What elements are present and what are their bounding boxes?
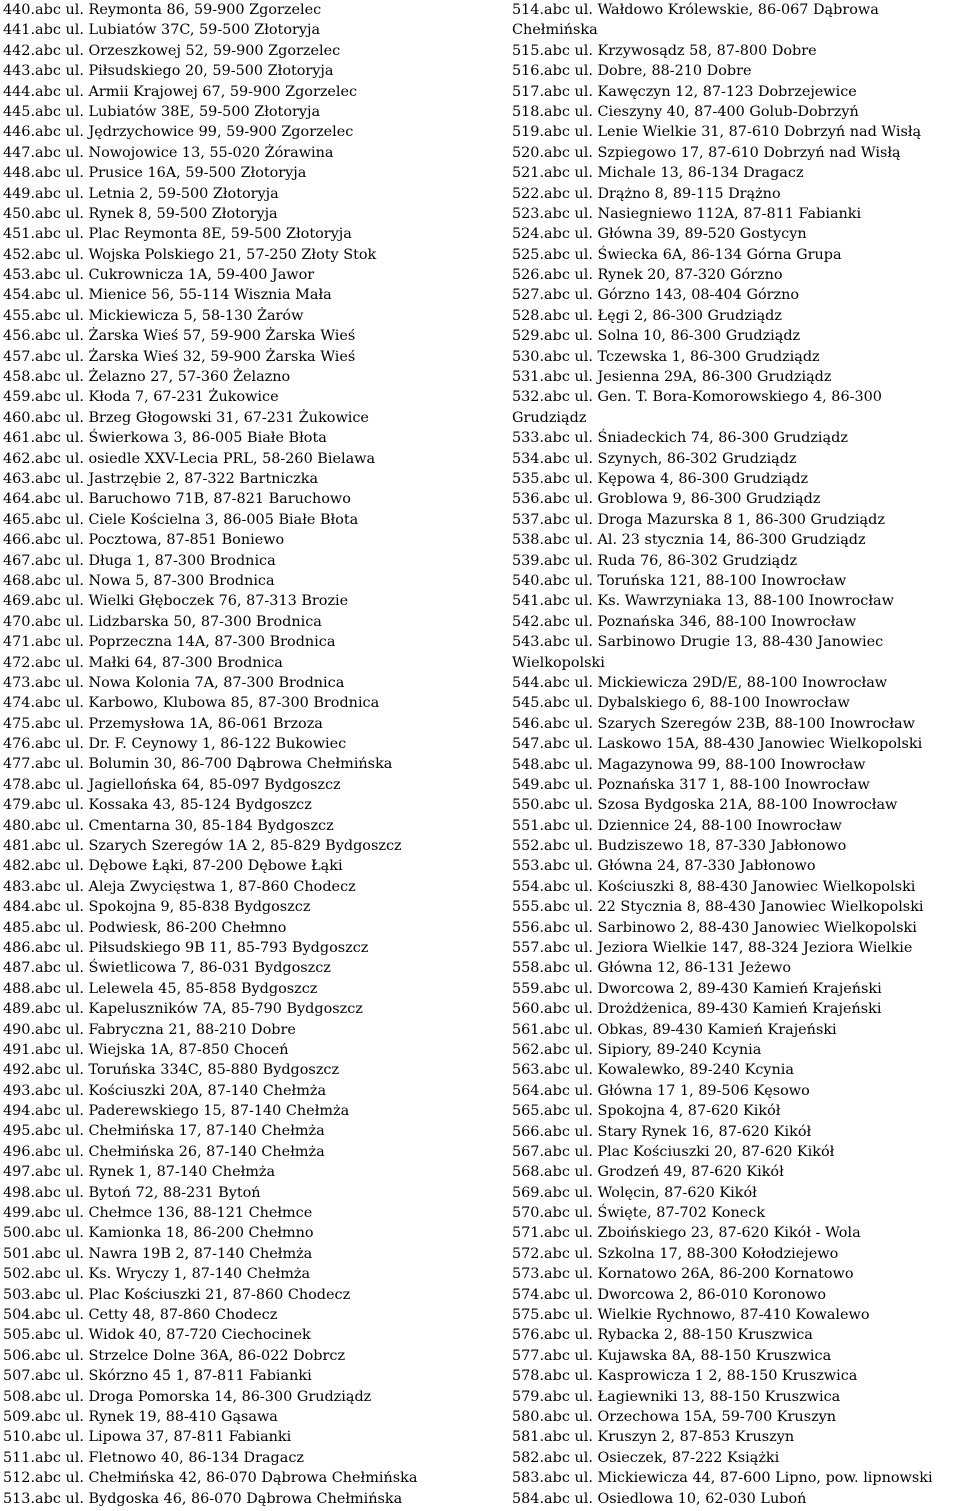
address-entry: 580.abc ul. Orzechowa 15A, 59-700 Kruszyn [512,1409,837,1425]
address-entry: 442.abc ul. Orzeszkowej 52, 59-900 Zgorzelec [3,42,341,59]
address-entry: 557.abc ul. Jeziora Wielkie 147, 88-324 Jeziora Wielkie [512,940,913,957]
address-entry: 536.abc ul. Groblowa 9, 86-300 Grudziądz [512,491,821,508]
address-entry: 575.abc ul. Wielkie Rychnowo, 87-410 Kowalewo [512,1307,870,1324]
address-entry: 452.abc ul. Wojska Polskiego 21, 57-250 Złoty Stok [3,246,377,263]
address-entry: 463.abc ul. Jastrzębie 2, 87-322 Bartniczka [3,470,319,487]
address-entry: 579.abc ul. Łagiewniki 13, 88-150 Kruszwica [512,1388,841,1405]
address-entry: 465.abc ul. Ciele Kościelna 3, 86-005 Białe Błota [3,511,359,528]
address-entry: 495.abc ul. Chełmińska 17, 87-140 Chełmża [3,1123,325,1140]
address-entry: 517.abc ul. Kawęczyn 12, 87-123 Dobrzejewice [512,83,857,100]
address-entry: 476.abc ul. Dr. F. Ceynowy 1, 86-122 Bukowiec [3,736,347,753]
address-entry: 450.abc ul. Rynek 8, 59-500 Złotoryja [3,205,278,222]
address-entry: 533.abc ul. Śniadeckich 74, 86-300 Grudziądz [512,430,848,447]
address-entry: 474.abc ul. Karbowo, Klubowa 85, 87-300 Brodnica [3,695,380,712]
address-entry: 478.abc ul. Jagiellońska 64, 85-097 Bydgoszcz [3,776,341,793]
address-entry: 529.abc ul. Solna 10, 86-300 Grudziądz [512,328,801,345]
address-entry: 460.abc ul. Brzeg Głogowski 31, 67-231 Żukowice [3,409,369,426]
address-entry: 576.abc ul. Rybacka 2, 88-150 Kruszwica [512,1327,813,1344]
address-entry: 485.abc ul. Podwiesk, 86-200 Chełmno [3,919,287,936]
address-entry: 519.abc ul. Lenie Wielkie 31, 87-610 Dobrzyń nad Wisłą [512,124,922,141]
address-entry: 504.abc ul. Cetty 48, 87-860 Chodecz [3,1307,278,1323]
address-entry: 570.abc ul. Święte, 87-702 Koneck [512,1205,766,1222]
address-entry: 455.abc ul. Mickiewicza 5, 58-130 Żarów [3,307,304,324]
address-entry: 523.abc ul. Nasiegniewo 112A, 87-811 Fabianki [512,205,862,222]
address-entry: 445.abc ul. Lubiatów 38E, 59-500 Złotoryja [3,103,321,120]
address-entry: 571.abc ul. Zboińskiego 23, 87-620 Kikół - Wola [512,1225,861,1242]
address-entry: 547.abc ul. Laskowo 15A, 88-430 Janowiec Wielkopolski [512,736,923,753]
address-entry: 578.abc ul. Kasprowicza 1 2, 88-150 Kruszwica [512,1368,858,1385]
address-entry: 482.abc ul. Dębowe Łąki, 87-200 Dębowe Łąki [3,858,343,875]
address-entry: 582.abc ul. Osieczek, 87-222 Książki [512,1449,780,1466]
address-entry: 496.abc ul. Chełmińska 26, 87-140 Chełmża [3,1143,325,1160]
address-entry: 558.abc ul. Główna 12, 86-131 Jeżewo [512,960,792,977]
address-entry: 470.abc ul. Lidzbarska 50, 87-300 Brodnica [3,613,322,630]
address-entry: 556.abc ul. Sarbinowo 2, 88-430 Janowiec Wielkopolski [512,919,917,936]
address-entry: 518.abc ul. Cieszyny 40, 87-400 Golub-Dobrzyń [512,103,859,120]
address-entry: 548.abc ul. Magazynowa 99, 88-100 Inowrocław [512,756,866,773]
address-entry: 522.abc ul. Drążno 8, 89-115 Drążno [512,185,781,202]
address-entry: 543.abc ul. Sarbinowo Drugie 13, 88-430 Janowiec Wielkopolski [512,634,884,671]
address-entry: 573.abc ul. Kornatowo 26A, 86-200 Kornatowo [512,1266,854,1283]
address-entry: 535.abc ul. Kępowa 4, 86-300 Grudziądz [512,471,809,488]
address-entry: 499.abc ul. Chełmce 136, 88-121 Chełmce [3,1205,313,1222]
address-entry: 489.abc ul. Kapeluszników 7A, 85-790 Bydgoszcz [3,1001,363,1018]
address-entry: 563.abc ul. Kowalewko, 89-240 Kcynia [512,1062,794,1079]
address-entry: 443.abc ul. Piłsudskiego 20, 59-500 Złotoryja [3,63,334,80]
address-entry: 564.abc ul. Główna 17 1, 89-506 Kęsowo [512,1082,810,1099]
address-entry: 490.abc ul. Fabryczna 21, 88-210 Dobre [3,1021,296,1038]
address-entry: 546.abc ul. Szarych Szeregów 23B, 88-100 Inowrocław [512,715,915,732]
address-entry: 507.abc ul. Skórzno 45 1, 87-811 Fabianki [3,1368,312,1385]
address-entry: 468.abc ul. Nowa 5, 87-300 Brodnica [3,572,275,589]
address-entry: 453.abc ul. Cukrownicza 1A, 59-400 Jawor [3,267,315,284]
address-entry: 541.abc ul. Ks. Wawrzyniaka 13, 88-100 Inowrocław [512,593,894,610]
address-entry: 531.abc ul. Jesienna 29A, 86-300 Grudziądz [512,369,832,386]
address-entry: 491.abc ul. Wiejska 1A, 87-850 Choceń [3,1041,289,1058]
address-entry: 464.abc ul. Baruchowo 71B, 87-821 Baruchowo [3,491,351,508]
address-entry: 440.abc ul. Reymonta 86, 59-900 Zgorzelec [3,2,322,18]
address-entry: 459.abc ul. Kłoda 7, 67-231 Żukowice [3,389,279,406]
address-entry: 461.abc ul. Świerkowa 3, 86-005 Białe Błota [3,430,327,447]
address-entry: 545.abc ul. Dybalskiego 6, 88-100 Inowrocław [512,695,850,712]
address-entry: 451.abc ul. Plac Reymonta 8E, 59-500 Złotoryja [3,226,352,243]
address-entry: 537.abc ul. Droga Mazurska 8 1, 86-300 Grudziądz [512,511,885,528]
address-entry: 550.abc ul. Szosa Bydgoska 21A, 88-100 Inowrocław [512,797,898,814]
address-entry: 457.abc ul. Żarska Wieś 32, 59-900 Żarska Wieś [3,348,356,365]
address-entry: 554.abc ul. Kościuszki 8, 88-430 Janowiec Wielkopolski [512,878,916,895]
address-entry: 497.abc ul. Rynek 1, 87-140 Chełmża [3,1164,276,1181]
address-entry: 562.abc ul. Sipiory, 89-240 Kcynia [512,1041,762,1058]
address-entry: 509.abc ul. Rynek 19, 88-410 Gąsawa [3,1408,278,1425]
address-entry: 539.abc ul. Ruda 76, 86-302 Grudziądz [512,552,798,569]
address-entry: 505.abc ul. Widok 40, 87-720 Ciechocinek [3,1327,311,1344]
address-entry: 479.abc ul. Kossaka 43, 85-124 Bydgoszcz [3,797,312,814]
address-entry: 458.abc ul. Żelazno 27, 57-360 Żelazno [3,369,291,386]
address-entry: 487.abc ul. Świetlicowa 7, 86-031 Bydgoszcz [3,960,331,977]
address-entry: 467.abc ul. Długa 1, 87-300 Brodnica [3,552,276,569]
address-entry: 454.abc ul. Mienice 56, 55-114 Wisznia Mała [3,287,332,304]
address-entry: 483.abc ul. Aleja Zwycięstwa 1, 87-860 Chodecz [3,878,356,895]
address-entry: 524.abc ul. Główna 39, 89-520 Gostycyn [512,226,807,243]
address-entry: 521.abc ul. Michale 13, 86-134 Dragacz [512,165,804,182]
address-entry: 511.abc ul. Fletnowo 40, 86-134 Dragacz [3,1449,304,1466]
address-entry: 448.abc ul. Prusice 16A, 59-500 Złotoryja [3,165,307,182]
address-entry: 446.abc ul. Jędrzychowice 99, 59-900 Zgorzelec [3,124,354,141]
address-entry: 508.abc ul. Droga Pomorska 14, 86-300 Grudziądz [3,1388,372,1405]
address-entry: 526.abc ul. Rynek 20, 87-320 Górzno [512,267,783,284]
address-entry: 515.abc ul. Krzywosądz 58, 87-800 Dobre [512,42,817,59]
address-entry: 501.abc ul. Nawra 19B 2, 87-140 Chełmża [3,1245,313,1262]
address-entry: 498.abc ul. Bytoń 72, 88-231 Bytoń [3,1184,261,1201]
address-entry: 569.abc ul. Wolęcin, 87-620 Kikół [512,1184,757,1201]
address-entry: 551.abc ul. Dziennice 24, 88-100 Inowrocław [512,817,842,834]
address-entry: 583.abc ul. Mickiewicza 44, 87-600 Lipno, pow. lipnowski [512,1470,933,1487]
address-entry: 471.abc ul. Poprzeczna 14A, 87-300 Brodnica [3,634,336,651]
address-entry: 486.abc ul. Piłsudskiego 9B 11, 85-793 Bydgoszcz [3,939,369,956]
address-entry: 513.abc ul. Bydgoska 46, 86-070 Dąbrowa Chełmińska [3,1490,403,1507]
address-entry: 565.abc ul. Spokojna 4, 87-620 Kikół [512,1103,781,1120]
address-entry: 477.abc ul. Bolumin 30, 86-700 Dąbrowa Chełmińska [3,756,393,773]
address-entry: 488.abc ul. Lelewela 45, 85-858 Bydgoszcz [3,980,318,997]
address-entry: 572.abc ul. Szkolna 17, 88-300 Kołodziejewo [512,1245,839,1262]
address-entry: 481.abc ul. Szarych Szeregów 1A 2, 85-829 Bydgoszcz [3,838,402,855]
address-entry: 484.abc ul. Spokojna 9, 85-838 Bydgoszcz [3,899,311,916]
left-address-column [3,0,503,1509]
address-entry: 584.abc ul. Osiedlowa 10, 62-030 Luboń [512,1490,807,1507]
address-entry: 492.abc ul. Toruńska 334C, 85-880 Bydgoszcz [3,1062,340,1079]
address-entry: 510.abc ul. Lipowa 37, 87-811 Fabianki [3,1429,292,1446]
address-entry: 561.abc ul. Obkas, 89-430 Kamień Krajeński [512,1021,837,1038]
address-entry: 480.abc ul. Cmentarna 30, 85-184 Bydgoszcz [3,817,334,834]
address-entry: 552.abc ul. Budziszewo 18, 87-330 Jabłonowo [512,838,847,855]
address-entry: 473.abc ul. Nowa Kolonia 7A, 87-300 Brodnica [3,674,345,691]
address-entry: 506.abc ul. Strzelce Dolne 36A, 86-022 Dobrcz [3,1347,346,1364]
address-entry: 447.abc ul. Nowojowice 13, 55-020 Żórawina [3,144,334,161]
address-entry: 444.abc ul. Armii Krajowej 67, 59-900 Zgorzelec [3,83,358,100]
address-entry: 449.abc ul. Letnia 2, 59-500 Złotoryja [3,185,279,202]
address-entry: 560.abc ul. Drożdżenica, 89-430 Kamień Krajeński [512,1001,882,1018]
right-address-column [512,0,958,1509]
address-entry: 566.abc ul. Stary Rynek 16, 87-620 Kikół [512,1123,812,1140]
address-entry: 544.abc ul. Mickiewicza 29D/E, 88-100 Inowrocław [512,674,888,691]
address-entry: 542.abc ul. Poznańska 346, 88-100 Inowrocław [512,613,857,630]
address-entry: 567.abc ul. Plac Kościuszki 20, 87-620 Kikół [512,1143,835,1160]
address-entry: 493.abc ul. Kościuszki 20A, 87-140 Chełmża [3,1082,327,1099]
address-entry: 469.abc ul. Wielki Głęboczek 76, 87-313 Brozie [3,593,349,610]
address-entry: 466.abc ul. Pocztowa, 87-851 Boniewo [3,532,285,549]
address-entry: 538.abc ul. Al. 23 stycznia 14, 86-300 Grudziądz [512,532,866,549]
address-entry: 555.abc ul. 22 Stycznia 8, 88-430 Janowiec Wielkopolski [512,899,924,916]
address-entry: 530.abc ul. Tczewska 1, 86-300 Grudziądz [512,348,820,365]
address-entry: 475.abc ul. Przemysłowa 1A, 86-061 Brzoza [3,715,323,732]
address-entry: 559.abc ul. Dworcowa 2, 89-430 Kamień Krajeński [512,980,882,997]
address-entry: 500.abc ul. Kamionka 18, 86-200 Chełmno [3,1225,314,1242]
address-entry: 581.abc ul. Kruszyn 2, 87-853 Kruszyn [512,1429,795,1446]
address-entry: 527.abc ul. Górzno 143, 08-404 Górzno [512,287,799,304]
address-entry: 574.abc ul. Dworcowa 2, 86-010 Koronowo [512,1286,827,1303]
address-entry: 512.abc ul. Chełmińska 42, 86-070 Dąbrowa Chełmińska [3,1470,418,1487]
address-entry: 441.abc ul. Lubiatów 37C, 59-500 Złotoryja [3,22,321,39]
address-entry: 503.abc ul. Plac Kościuszki 21, 87-860 Chodecz [3,1286,351,1303]
address-entry: 502.abc ul. Ks. Wryczy 1, 87-140 Chełmża [3,1266,311,1283]
address-entry: 494.abc ul. Paderewskiego 15, 87-140 Chełmża [3,1103,350,1120]
address-entry: 553.abc ul. Główna 24, 87-330 Jabłonowo [512,858,816,875]
address-entry: 472.abc ul. Małki 64, 87-300 Brodnica [3,654,283,671]
address-entry: 540.abc ul. Toruńska 121, 88-100 Inowrocław [512,572,847,589]
address-entry: 516.abc ul. Dobre, 88-210 Dobre [512,63,752,80]
address-entry: 514.abc ul. Wałdowo Królewskie, 86-067 Dąbrowa Chełmińska [512,2,879,39]
address-entry: 549.abc ul. Poznańska 317 1, 88-100 Inowrocław [512,776,870,793]
address-entry: 532.abc ul. Gen. T. Bora-Komorowskiego 4, 86-300 Grudziądz [512,389,882,426]
address-entry: 577.abc ul. Kujawska 8A, 88-150 Kruszwica [512,1347,832,1364]
address-entry: 534.abc ul. Szynych, 86-302 Grudziądz [512,450,797,467]
address-entry: 520.abc ul. Szpiegowo 17, 87-610 Dobrzyń nad Wisłą [512,144,901,161]
address-entry: 462.abc ul. osiedle XXV-Lecia PRL, 58-260 Bielawa [3,450,376,467]
address-entry: 528.abc ul. Łęgi 2, 86-300 Grudziądz [512,307,782,324]
address-entry: 456.abc ul. Żarska Wieś 57, 59-900 Żarska Wieś [3,328,356,345]
address-entry: 525.abc ul. Świecka 6A, 86-134 Górna Grupa [512,246,842,263]
address-entry: 568.abc ul. Grodzeń 49, 87-620 Kikół [512,1164,784,1181]
